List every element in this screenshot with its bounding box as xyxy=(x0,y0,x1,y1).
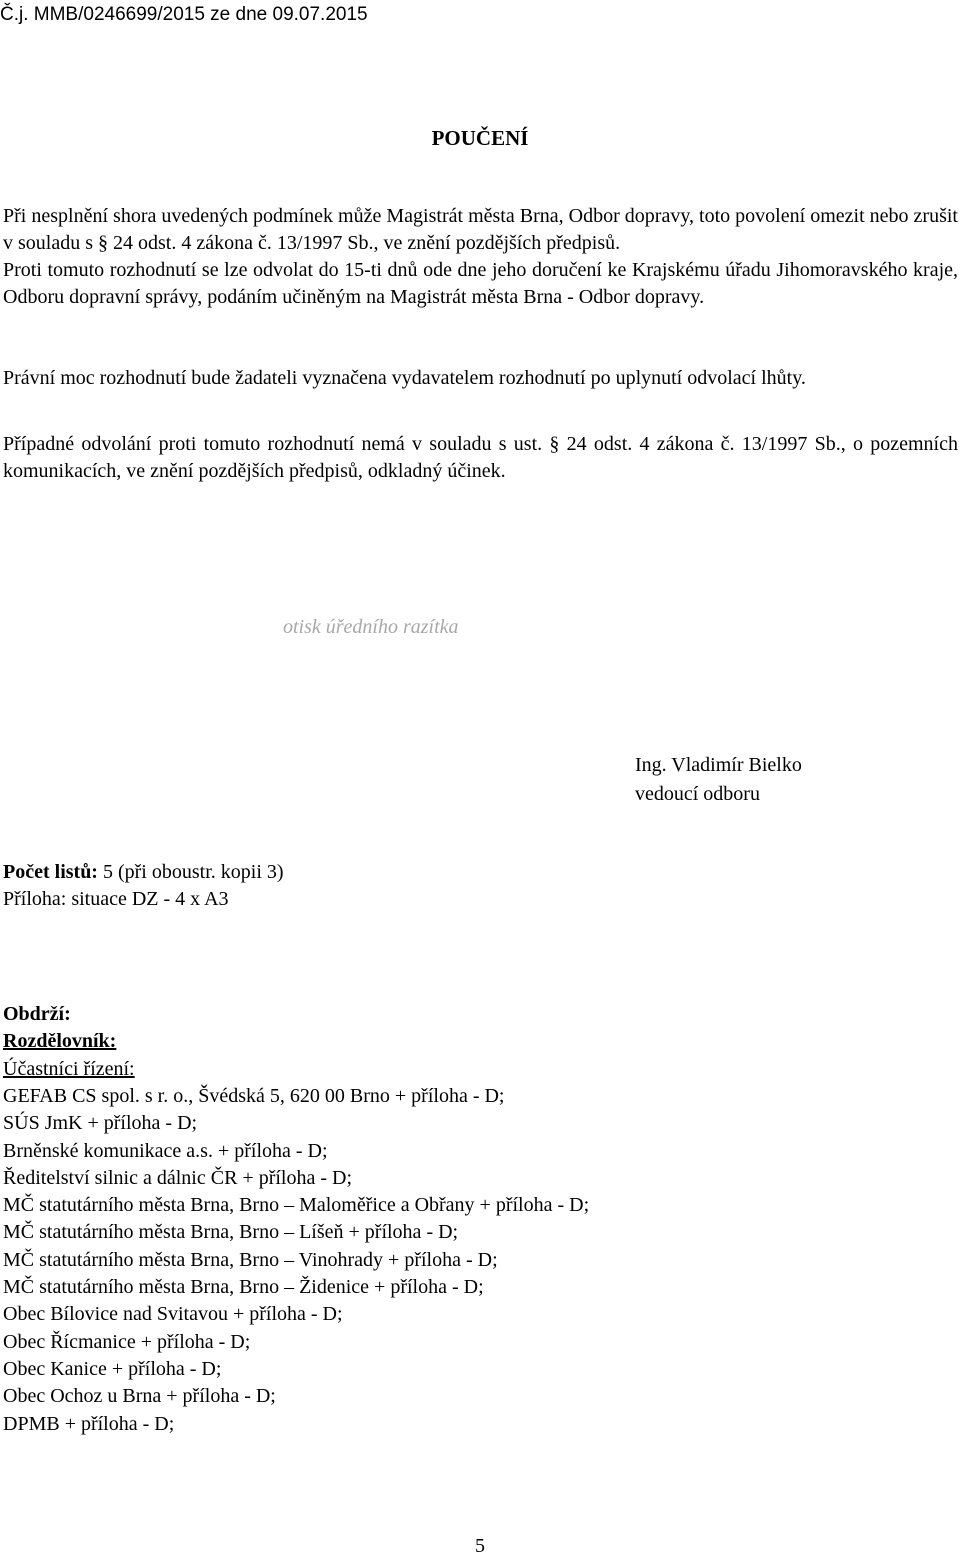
participants-heading: Účastníci řízení: xyxy=(3,1058,135,1080)
section-title: POUČENÍ xyxy=(431,126,529,150)
list-item: Obec Kanice + příloha - D; xyxy=(3,1357,222,1380)
list-item: Ředitelství silnic a dálnic ČR + příloha - D; xyxy=(3,1166,353,1189)
recipients-heading: Obdrží: xyxy=(3,1003,71,1025)
list-item: MČ statutárního města Brna, Brno – Vinohrady + příloha - D; xyxy=(3,1248,498,1271)
list-item: MČ statutárního města Brna, Brno – Líšeň + příloha - D; xyxy=(3,1221,459,1244)
signature-block xyxy=(635,751,802,809)
list-item: Obec Ochoz u Brna + příloha - D; xyxy=(3,1385,276,1408)
list-item: DPMB + příloha - D; xyxy=(3,1412,175,1435)
paragraph-appeal: Proti tomuto rozhodnutí se lze odvolat do 15-ti dnů ode dne jeho doručení ke Krajskému úřadu Jihomoravského kraje, Odboru dopravní správy, podáním učiněným na Magistrát města Brna - Odbor dopravy. xyxy=(3,259,958,308)
official-stamp-placeholder: otisk úředního razítka xyxy=(283,616,459,638)
paragraph-appeal-effect: Případné odvolání proti tomuto rozhodnutí nemá v souladu s ust. § 24 odst. 4 zákona č. 13/1997 Sb., o pozemních komunikacích, ve znění pozdějších předpisů, odkladný účinek. xyxy=(3,433,958,482)
sheet-count-value: 5 (při oboustr. kopii 3) xyxy=(97,861,284,883)
list-item: GEFAB CS spol. s r. o., Švédská 5, 620 00 Brno + příloha - D; xyxy=(3,1085,505,1107)
distribution-heading: Rozdělovník: xyxy=(3,1030,117,1052)
list-item: Brněnské komunikace a.s. + příloha - D; xyxy=(3,1139,328,1162)
sheet-count xyxy=(3,859,284,886)
recipient-list xyxy=(3,1083,589,1438)
paragraph-legal-force: Právní moc rozhodnutí bude žadateli vyznačena vydavatelem rozhodnutí po uplynutí odvolací lhůty. xyxy=(3,367,806,389)
signatory-name: Ing. Vladimír Bielko xyxy=(635,754,802,776)
sheet-count-label: Počet listů: xyxy=(3,861,98,883)
list-item: SÚS JmK + příloha - D; xyxy=(3,1112,198,1135)
list-item: Obec Řícmanice + příloha - D; xyxy=(3,1330,251,1353)
page-number: 5 xyxy=(475,1535,485,1557)
attachment-line: Příloha: situace DZ - 4 x A3 xyxy=(3,888,229,910)
list-item: MČ statutárního města Brna, Brno – Židenice + příloha - D; xyxy=(3,1276,484,1299)
document-reference: Č.j. MMB/0246699/2015 ze dne 09.07.2015 xyxy=(0,4,368,25)
paragraph-revocation: Při nesplnění shora uvedených podmínek může Magistrát města Brna, Odbor dopravy, toto povolení omezit nebo zrušit v souladu s § 24 odst. 4 zákona č. 13/1997 Sb., ve znění pozdějších předpisů. xyxy=(3,205,958,254)
signatory-role: vedoucí odboru xyxy=(635,783,760,805)
list-item: MČ statutárního města Brna, Brno – Maloměřice a Obřany + příloha - D; xyxy=(3,1194,590,1217)
list-item: Obec Bílovice nad Svitavou + příloha - D; xyxy=(3,1303,343,1326)
